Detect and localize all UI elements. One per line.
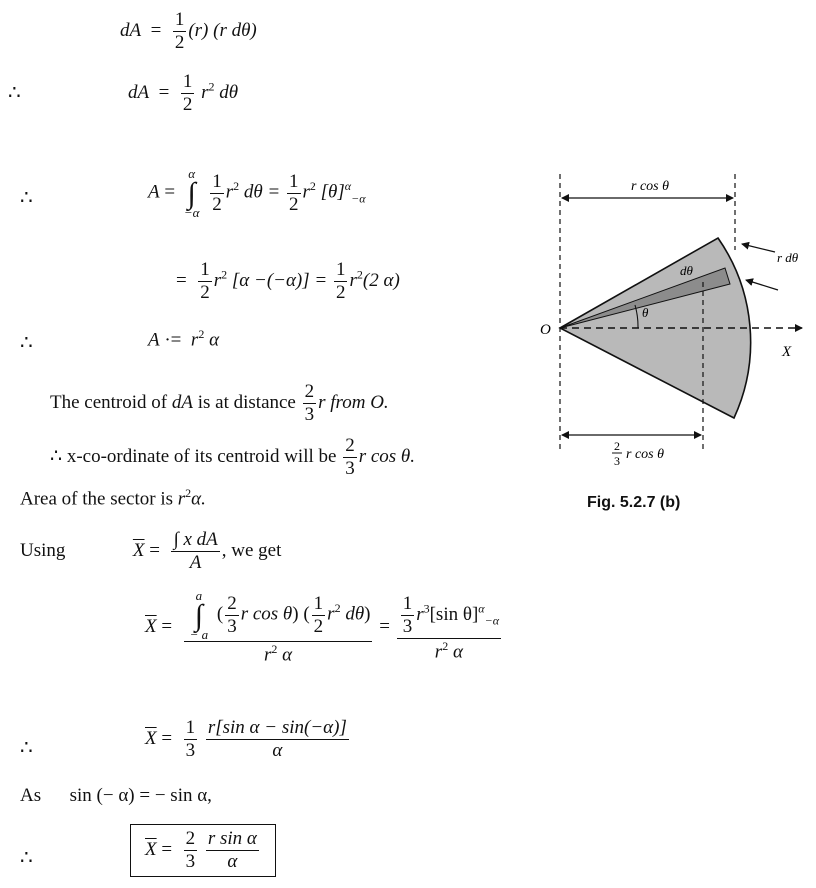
text-sector-area: Area of the sector is $r^2\alpha$. [20,486,206,510]
rdtheta-arrow-top [742,244,775,252]
label-bottom-den: 3 [614,454,620,468]
sector-figure [520,160,810,480]
therefore-3: ∴ [20,332,33,354]
equation-da-1 [120,10,257,53]
equation-area-eval: = $\frac{1}{2}$ $r^2$ [α −(−α)] = $\frac{1}{2}$ $r^2(2$ α) [176,259,400,303]
text-using-formula: Using $\overline{X}$ = $\frac{\text{∫ x dA}}{A}$ , we get [20,529,282,573]
therefore-4: ∴ [20,737,33,759]
integral-sign: α ∫ −α [183,166,200,220]
text-centroid-distance: The centroid of dA is at distance $\frac{2}{3}$ r from O. [50,381,389,425]
equation-area-result: $A \cdot= r^2$ α [148,327,220,351]
eq6-main-fraction: a ∫ − a ( $\frac{2}{3}$ r cos θ) ( $\frac{1}{2}$ $r^2$ dθ) $r^2$ α [184,590,373,666]
text-x-coordinate: ∴ x-co-ordinate of its centroid will be $\frac{2}{3}$ r cos θ. [50,435,416,479]
label-dtheta: dθ [680,263,693,278]
eq1-lhs: dA [120,19,142,41]
equation-area-integral: A = α ∫ −α $\frac{1}{2}$ $r^2$ dθ = $\frac{1}{2}$ $r^2$ $[\theta]^\alpha_{-\alpha}$ [148,166,366,220]
label-top: r cos θ [631,179,669,194]
equation-xbar-simplified: $\overline{X}$ = $\frac{1}{3}$ $\frac{\text{r[sin α − sin(−α)]}}{\alpha}$ [145,717,347,761]
eq1-rest: (r) (r dθ) [188,19,257,41]
eq1-fraction: $\frac{1}{2}$ [174,9,185,53]
eq2-lhs: dA [128,81,150,103]
eq1-equals: = [150,19,162,41]
equation-final-boxed: $\overline{X}$ = $\frac{2}{3}$ $\frac{\text{r sin α}}{\alpha}$ [130,824,276,877]
therefore-5: ∴ [20,847,33,869]
label-axis: X [782,344,792,360]
label-rdtheta: r dθ [777,250,799,265]
equation-da-2: dA = $\frac{1}{2}$ $r^2$ dθ [128,71,239,115]
figure-caption: Fig. 5.2.7 (b) [587,494,681,511]
label-bottom-rest: r cos θ [626,447,664,462]
label-theta: θ [642,305,649,320]
label-origin: O [540,322,551,338]
label-bottom-num: 2 [614,439,620,453]
therefore-1: ∴ [8,82,21,104]
equation-sin-identity: As sin (− α) = − sin α, [20,785,212,806]
therefore-2: ∴ [20,187,33,209]
equation-xbar-integral: $\overline{X}$ = a ∫ − a ( $\frac{2}{3}$ r cos θ) ( $\frac{1}{2}$ $r^2$ dθ) $r^2$ α = $\frac{1}{3}$ $r^3[\sin$ θ]$^\alpha_{-\alpha}$ $r^2$ α [145,588,500,666]
eq6-result-fraction: $\frac{1}{3}$ $r^3[\sin$ θ]$^\alpha_{-\alpha}$ $r^2$ α [397,594,501,662]
eq2-fraction: $\frac{1}{2}$ [182,71,193,115]
rdtheta-arrow-bottom [746,280,778,290]
